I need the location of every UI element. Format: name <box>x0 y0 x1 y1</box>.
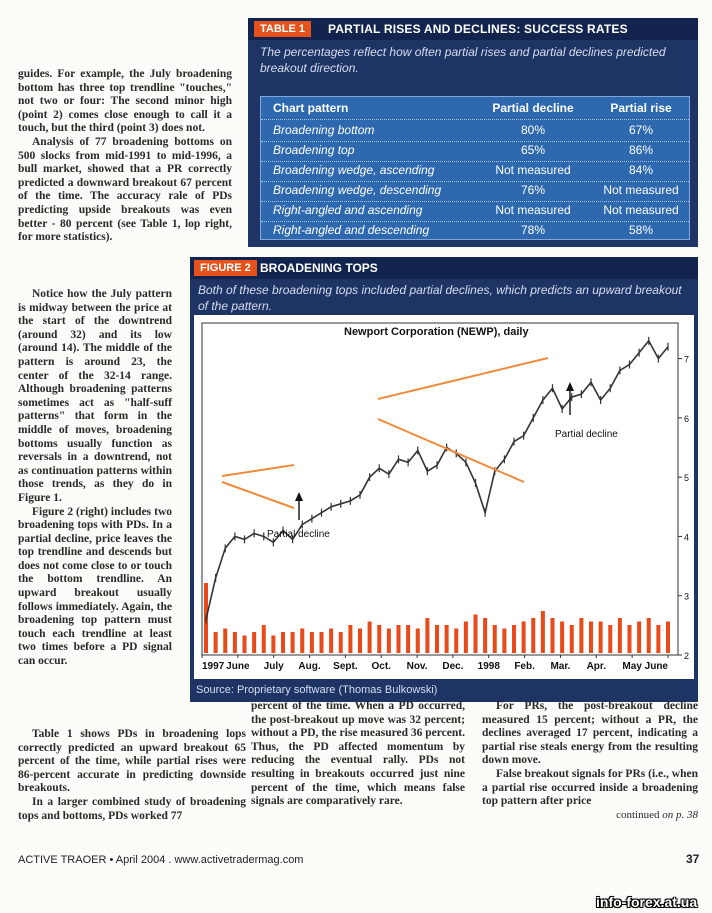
paragraph: In a larger combined study of broadening tops and bottoms, PDs worked 77 <box>18 795 246 822</box>
volume-bar <box>628 625 632 653</box>
table-cell: 86% <box>628 143 654 157</box>
annotation-right: Partial decline <box>555 429 618 440</box>
x-tick-label: Apr. <box>586 661 607 672</box>
table-1-panel <box>248 18 698 247</box>
y-tick-label: 6 <box>684 413 690 424</box>
volume-bar <box>647 618 651 653</box>
paragraph: For PRs, the post-breakout decline measured 15 percent; without a PR, the declines averaged 17 percent, indicating a partial rise steals energy from the resulting down move. <box>482 700 698 767</box>
volume-bar <box>579 618 583 653</box>
table-cell: Broadening wedge, ascending <box>273 163 435 177</box>
paragraph: Analysis of 77 broadening bottoms on 500 slocks from mid-1991 to mid-1996, a bull market, showed that a PR correctly predicted a downward breakout 67 percent of the time. The accuracy rale of PDs predicting upside breakouts was even better - 80 percent (see Table 1, lop right, for more statistics). <box>18 135 232 244</box>
table-header-row <box>261 97 689 120</box>
text-column-middle <box>251 700 465 809</box>
x-tick-label: May <box>622 661 642 672</box>
column-header: Chart pattern <box>273 101 349 115</box>
volume-bar <box>599 622 603 654</box>
volume-bar <box>589 622 593 654</box>
table-cell: 58% <box>628 223 654 237</box>
figure-2-subtitle: Both of these broadening tops included partial declines, which predicts an upward breakout of the pattern. <box>198 283 682 313</box>
figure-2-source: Source: Proprietary software (Thomas Bulkowski) <box>196 684 438 696</box>
volume-bar <box>522 622 526 654</box>
volume-bar <box>541 611 545 653</box>
volume-bar <box>281 632 285 653</box>
paragraph: Notice how the July pattern is midway between the price at the start of the downtrend (around 32) and its low (around 14). The middle of the pattern is around 23, the center of the 32-14 range. Although broadening patterns sometimes act as "half-suff patterns" that form in the middle of moves, broadening bottoms usually function as reversals in a downtrend, not as continuation patterns within those trends, as they do in Figure 1. <box>18 288 172 504</box>
volume-bar <box>320 632 324 653</box>
volume-bar <box>223 629 227 654</box>
y-tick-label: 2 <box>684 651 690 661</box>
volume-bar <box>339 632 343 653</box>
y-tick-label: 4 <box>684 532 690 543</box>
volume-bar <box>483 618 487 653</box>
figure-2-panel <box>190 257 698 702</box>
table-cell: 78% <box>520 223 546 237</box>
x-tick-label: July <box>263 661 284 672</box>
x-tick-label: June <box>226 661 250 672</box>
paragraph: False breakout signals for PRs (i.e., when a partial rise occurred inside a broadening top pattern after price <box>482 767 698 808</box>
column-header: Partial decline <box>492 101 574 115</box>
continued-page: on p. 38 <box>662 808 698 821</box>
y-tick-label: 7 <box>684 354 690 365</box>
volume-bar <box>300 629 304 654</box>
volume-bar <box>291 632 295 653</box>
y-tick-label: 5 <box>684 473 690 484</box>
figure-2-tag: FIGURE 2 <box>194 260 257 276</box>
table-cell: Right-angled and descending <box>273 223 430 237</box>
volume-bar <box>377 625 381 653</box>
volume-bar <box>329 629 333 654</box>
paragraph: guides. For example, the July broadening bottom has three top trendline "touches," not two or four: The second minor high (point 2) comes close enough to call it a touch, but the third (point 3) does not. <box>18 68 232 135</box>
table-cell: 80% <box>520 123 546 137</box>
text-column-left-bottom <box>18 728 246 823</box>
volume-bar <box>233 632 237 653</box>
volume-bar <box>656 625 660 653</box>
table-cell: 76% <box>520 183 546 197</box>
volume-bar <box>454 629 458 654</box>
price-chart <box>194 315 694 679</box>
table-cell: Not measured <box>603 183 679 197</box>
x-tick-label: Dec. <box>442 661 464 672</box>
volume-bar <box>666 622 670 654</box>
volume-bar <box>387 629 391 654</box>
volume-bar <box>570 625 574 653</box>
continued-label: continued <box>616 808 660 821</box>
text-column-left-narrow <box>18 288 172 669</box>
text-column-left-top <box>18 68 232 245</box>
x-tick-label: Sept. <box>333 661 358 672</box>
x-tick-label: Aug. <box>298 661 321 672</box>
annotation-left: Partial decline <box>267 529 330 540</box>
x-tick-label: Feb. <box>514 661 535 672</box>
volume-bar <box>252 632 256 653</box>
volume-bar <box>608 625 612 653</box>
table-cell: Not measured <box>495 163 571 177</box>
footer-text: ACTIVE TRAOER • April 2004 . www.activetradermag.com <box>18 854 304 866</box>
x-tick-label: 1998 <box>477 661 500 672</box>
paragraph: Figure 2 (right) includes two broadening tops with PDs. In a partial decline, price leaves the top trendline and descends but does not come close to or touch the bottom trendline. An upward breakout usually follows immediately. Again, the broadening top pattern must touch each trendline at least two times before a PD signal can occur. <box>18 505 172 668</box>
volume-bar <box>445 625 449 653</box>
x-tick-label: 1997 <box>202 661 225 672</box>
volume-bar <box>464 622 468 654</box>
x-tick-label: Nov. <box>406 661 428 672</box>
table-cell: Broadening top <box>273 143 355 157</box>
table-1-tag: TABLE 1 <box>254 21 311 37</box>
table-cell: 67% <box>628 123 654 137</box>
table-1-title: PARTIAL RISES AND DECLINES: SUCCESS RATES <box>328 22 628 36</box>
table-cell: Broadening wedge, descending <box>273 183 442 197</box>
watermark: info-forex.at.ua <box>596 894 698 910</box>
volume-bar <box>618 618 622 653</box>
table-cell: Not measured <box>603 203 679 217</box>
volume-bar <box>493 625 497 653</box>
volume-bar <box>474 615 478 654</box>
paragraph: Table 1 shows PDs in broadening lops correctly predicted an upward breakout 65 percent of the time, while partial rises were 86-percent accurate in predicting downside breakouts. <box>18 728 246 795</box>
volume-bar <box>416 629 420 654</box>
volume-bar <box>348 625 352 653</box>
volume-bar <box>271 636 275 654</box>
volume-bar <box>502 629 506 654</box>
volume-bar <box>531 618 535 653</box>
y-tick-label: 3 <box>684 591 690 602</box>
volume-bar <box>243 636 247 654</box>
volume-bar <box>637 622 641 654</box>
table-cell: Not measured <box>495 203 571 217</box>
figure-2-title: BROADENING TOPS <box>260 261 378 275</box>
volume-bar <box>512 625 516 653</box>
table-1-subtitle: The percentages reflect how often partial rises and partial declines predicted breakout direction. <box>260 45 666 75</box>
x-tick-label: Mar. <box>550 661 571 672</box>
table-1-grid <box>260 96 690 240</box>
volume-bar <box>310 632 314 653</box>
volume-bar <box>406 625 410 653</box>
table-cell: Right-angled and ascending <box>273 203 423 217</box>
chart-title: Newport Corporation (NEWP), daily <box>344 326 529 338</box>
volume-bar <box>397 625 401 653</box>
volume-bar <box>262 625 266 653</box>
x-tick-label: June <box>644 661 668 672</box>
table-cell: 84% <box>628 163 654 177</box>
x-tick-label: Oct. <box>371 661 391 672</box>
volume-bar <box>435 625 439 653</box>
volume-bar <box>425 618 429 653</box>
volume-bar <box>368 622 372 654</box>
table-cell: 65% <box>520 143 546 157</box>
volume-bar <box>358 629 362 654</box>
page-number: 37 <box>686 852 700 866</box>
continued-note <box>482 809 698 823</box>
table-cell: Broadening bottom <box>273 123 375 137</box>
column-header: Partial rise <box>610 101 672 115</box>
volume-bar <box>560 622 564 654</box>
text-column-right <box>482 700 698 822</box>
volume-bar <box>214 632 218 653</box>
paragraph: percent of the time. When a PD occurred, the post-breakout up move was 32 percent; without a PD, the rise measured 36 percent. Thus, the PD affected momentum by reducing the eventual rally. PDs not resulting in breakouts occurred just nine percent of the time, which means false signals are comparatively rare. <box>251 700 465 808</box>
table-row <box>261 219 689 241</box>
volume-bar <box>551 618 555 653</box>
